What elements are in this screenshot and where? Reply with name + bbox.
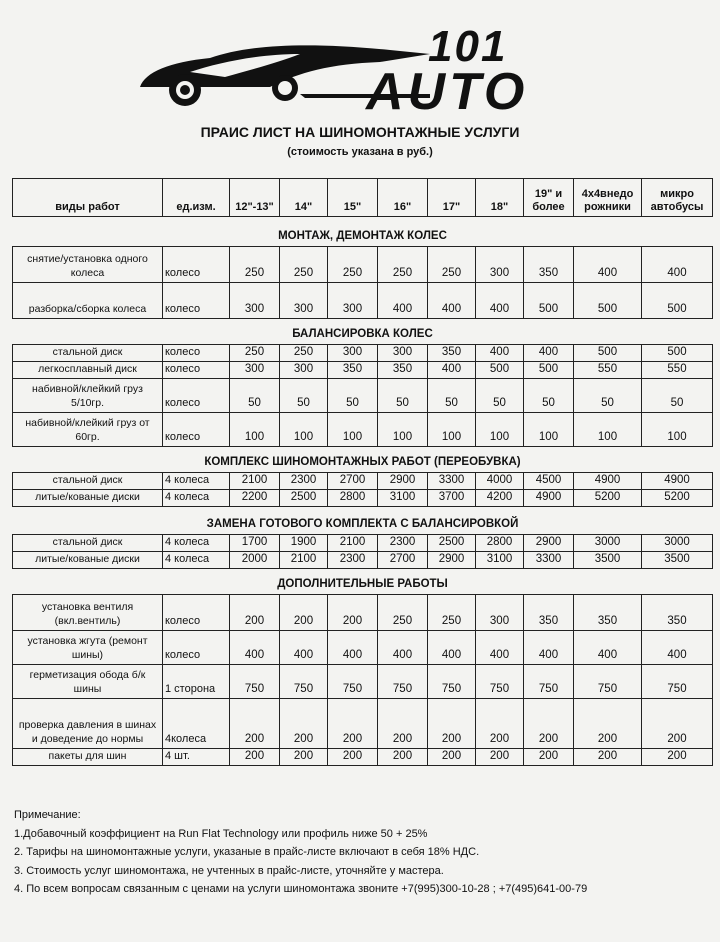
price-table xyxy=(12,178,713,766)
note-item: 2. Тарифы на шиномонтажные услуги, указаные в прайс-листе включают в себя 18% НДС. xyxy=(14,846,480,858)
logo-number: 101 xyxy=(428,22,508,71)
price-cell: 200 xyxy=(476,699,524,749)
table-row xyxy=(13,413,713,447)
price-cell: 100 xyxy=(574,413,642,447)
price-cell: 300 xyxy=(328,283,378,319)
price-cell: 200 xyxy=(230,749,280,766)
price-cell: 4500 xyxy=(524,473,574,490)
price-cell: 400 xyxy=(428,631,476,665)
price-cell: 50 xyxy=(428,379,476,413)
price-cell: 2800 xyxy=(328,490,378,507)
table-row xyxy=(13,473,713,490)
price-cell: 2700 xyxy=(328,473,378,490)
service-name: стальной диск xyxy=(13,345,163,362)
unit-cell: колесо xyxy=(163,362,230,379)
service-name: пакеты для шин xyxy=(13,749,163,766)
table-row xyxy=(13,490,713,507)
price-cell: 3500 xyxy=(642,552,713,569)
section-title: КОМПЛЕКС ШИНОМОНТАЖНЫХ РАБОТ (ПЕРЕОБУВКА) xyxy=(204,456,521,468)
section-title: ДОПОЛНИТЕЛЬНЫЕ РАБОТЫ xyxy=(277,578,448,590)
price-cell: 300 xyxy=(230,283,280,319)
service-name: литые/кованые диски xyxy=(13,552,163,569)
price-cell: 400 xyxy=(642,247,713,283)
logo-brand: AUTO xyxy=(366,63,529,121)
price-cell: 100 xyxy=(476,413,524,447)
price-cell: 2500 xyxy=(280,490,328,507)
table-row xyxy=(13,699,713,749)
header-cell: микро автобусы xyxy=(642,179,713,217)
price-cell: 750 xyxy=(428,665,476,699)
price-cell: 2100 xyxy=(230,473,280,490)
page-subtitle: (стоимость указана в руб.) xyxy=(287,146,433,158)
price-cell: 200 xyxy=(642,699,713,749)
price-cell: 200 xyxy=(642,749,713,766)
price-cell: 350 xyxy=(428,345,476,362)
service-name: набивной/клейкий груз 5/10гр. xyxy=(13,379,163,413)
header-cell: ед.изм. xyxy=(163,179,230,217)
price-cell: 50 xyxy=(574,379,642,413)
price-cell: 400 xyxy=(574,631,642,665)
unit-cell: колесо xyxy=(163,595,230,631)
price-cell: 100 xyxy=(328,413,378,447)
price-cell: 3000 xyxy=(574,535,642,552)
header-cell: 18" xyxy=(476,179,524,217)
price-cell: 250 xyxy=(378,595,428,631)
price-cell: 200 xyxy=(280,699,328,749)
price-cell: 2500 xyxy=(428,535,476,552)
price-cell: 400 xyxy=(378,283,428,319)
price-cell: 50 xyxy=(280,379,328,413)
price-cell: 2700 xyxy=(378,552,428,569)
table-row xyxy=(13,247,713,283)
section-title: БАЛАНСИРОВКА КОЛЕС xyxy=(292,328,433,340)
price-cell: 200 xyxy=(524,749,574,766)
service-name: снятие/установка одного колеса xyxy=(13,247,163,283)
price-cell: 4200 xyxy=(476,490,524,507)
price-cell: 400 xyxy=(428,283,476,319)
price-cell: 300 xyxy=(280,283,328,319)
price-cell: 750 xyxy=(328,665,378,699)
unit-cell: 4 колеса xyxy=(163,535,230,552)
unit-cell: колесо xyxy=(163,247,230,283)
price-cell: 250 xyxy=(280,345,328,362)
price-cell: 300 xyxy=(280,362,328,379)
price-cell: 2000 xyxy=(230,552,280,569)
table-row xyxy=(13,535,713,552)
notes xyxy=(14,806,714,899)
unit-cell: 4 колеса xyxy=(163,473,230,490)
price-cell: 400 xyxy=(378,631,428,665)
price-cell: 200 xyxy=(574,749,642,766)
price-cell: 200 xyxy=(378,749,428,766)
service-name: разборка/сборка колеса xyxy=(13,283,163,319)
unit-cell: 4 колеса xyxy=(163,490,230,507)
price-cell: 350 xyxy=(642,595,713,631)
price-cell: 5200 xyxy=(642,490,713,507)
price-cell: 100 xyxy=(230,413,280,447)
price-cell: 400 xyxy=(476,283,524,319)
price-cell: 3000 xyxy=(642,535,713,552)
price-cell: 350 xyxy=(574,595,642,631)
note-item: 1.Добавочный коэффициент на Run Flat Technology или профиль ниже 50 + 25% xyxy=(14,827,428,840)
service-name: легкосплавный диск xyxy=(13,362,163,379)
price-cell: 200 xyxy=(230,699,280,749)
note-item: 4. По всем вопросам связанным с ценами на услуги шиномонтажа звоните +7(995)300-10-28 ; +7(495)641-00-79 xyxy=(14,883,588,895)
section-header-row xyxy=(13,217,713,247)
price-cell: 3500 xyxy=(574,552,642,569)
price-cell: 250 xyxy=(230,247,280,283)
price-cell: 2100 xyxy=(280,552,328,569)
price-cell: 550 xyxy=(574,362,642,379)
price-cell: 350 xyxy=(524,595,574,631)
price-cell: 4900 xyxy=(642,473,713,490)
header-cell: 14" xyxy=(280,179,328,217)
price-cell: 100 xyxy=(524,413,574,447)
price-cell: 250 xyxy=(428,595,476,631)
table-row xyxy=(13,665,713,699)
price-cell: 400 xyxy=(476,345,524,362)
price-cell: 2100 xyxy=(328,535,378,552)
header-cell: 12"-13" xyxy=(230,179,280,217)
price-cell: 50 xyxy=(642,379,713,413)
price-cell: 4900 xyxy=(574,473,642,490)
price-cell: 200 xyxy=(280,595,328,631)
price-cell: 100 xyxy=(378,413,428,447)
section-header-row xyxy=(13,447,713,473)
price-cell: 2900 xyxy=(378,473,428,490)
header-cell: 4х4внедо рожники xyxy=(574,179,642,217)
price-cell: 200 xyxy=(378,699,428,749)
service-name: установка вентиля (вкл.вентиль) xyxy=(13,595,163,631)
header-cell: 15" xyxy=(328,179,378,217)
service-name: установка жгута (ремонт шины) xyxy=(13,631,163,665)
price-cell: 750 xyxy=(378,665,428,699)
note-item: 3. Стоимость услуг шиномонтажа, не учтенных в прайс-листе, уточняйте у мастера. xyxy=(14,864,444,877)
price-cell: 500 xyxy=(574,345,642,362)
unit-cell: колесо xyxy=(163,283,230,319)
table-row xyxy=(13,749,713,766)
price-cell: 1700 xyxy=(230,535,280,552)
price-cell: 2300 xyxy=(378,535,428,552)
price-cell: 50 xyxy=(230,379,280,413)
price-cell: 750 xyxy=(524,665,574,699)
price-cell: 200 xyxy=(428,699,476,749)
service-name: литые/кованые диски xyxy=(13,490,163,507)
service-name: герметизация обода б/к шины xyxy=(13,665,163,699)
price-cell: 300 xyxy=(476,595,524,631)
price-cell: 2300 xyxy=(328,552,378,569)
price-cell: 750 xyxy=(574,665,642,699)
service-name: набивной/клейкий груз от 60гр. xyxy=(13,413,163,447)
company-logo xyxy=(130,22,630,121)
header-cell: 19" и более xyxy=(524,179,574,217)
table-row xyxy=(13,345,713,362)
price-cell: 550 xyxy=(642,362,713,379)
price-cell: 500 xyxy=(642,345,713,362)
price-cell: 5200 xyxy=(574,490,642,507)
table-row xyxy=(13,283,713,319)
price-cell: 100 xyxy=(280,413,328,447)
price-cell: 200 xyxy=(328,699,378,749)
unit-cell: 4 шт. xyxy=(163,749,230,766)
price-cell: 50 xyxy=(378,379,428,413)
price-cell: 350 xyxy=(378,362,428,379)
service-name: стальной диск xyxy=(13,535,163,552)
price-cell: 250 xyxy=(378,247,428,283)
table-row xyxy=(13,362,713,379)
unit-cell: колесо xyxy=(163,345,230,362)
table-row xyxy=(13,552,713,569)
price-cell: 4000 xyxy=(476,473,524,490)
price-cell: 4900 xyxy=(524,490,574,507)
price-cell: 200 xyxy=(328,595,378,631)
price-cell: 400 xyxy=(524,631,574,665)
header-cell: 17" xyxy=(428,179,476,217)
price-cell: 350 xyxy=(328,362,378,379)
section-header-row xyxy=(13,319,713,345)
price-cell: 50 xyxy=(524,379,574,413)
unit-cell: 1 сторона xyxy=(163,665,230,699)
unit-cell: 4 колеса xyxy=(163,552,230,569)
section-header-row xyxy=(13,569,713,595)
price-cell: 300 xyxy=(328,345,378,362)
price-cell: 200 xyxy=(230,595,280,631)
price-cell: 400 xyxy=(642,631,713,665)
price-cell: 250 xyxy=(280,247,328,283)
price-cell: 500 xyxy=(524,283,574,319)
price-cell: 750 xyxy=(230,665,280,699)
price-cell: 750 xyxy=(642,665,713,699)
table-row xyxy=(13,595,713,631)
price-cell: 250 xyxy=(230,345,280,362)
unit-cell: колесо xyxy=(163,379,230,413)
price-cell: 750 xyxy=(280,665,328,699)
price-cell: 2200 xyxy=(230,490,280,507)
section-title: МОНТАЖ, ДЕМОНТАЖ КОЛЕС xyxy=(278,230,447,242)
service-name: стальной диск xyxy=(13,473,163,490)
price-cell: 250 xyxy=(428,247,476,283)
price-cell: 50 xyxy=(328,379,378,413)
page-title: ПРАИС ЛИСТ НА ШИНОМОНТАЖНЫЕ УСЛУГИ xyxy=(200,124,520,140)
price-cell: 300 xyxy=(378,345,428,362)
price-cell: 3100 xyxy=(378,490,428,507)
price-cell: 100 xyxy=(428,413,476,447)
price-cell: 300 xyxy=(230,362,280,379)
price-cell: 250 xyxy=(328,247,378,283)
table-row xyxy=(13,631,713,665)
price-cell: 500 xyxy=(476,362,524,379)
price-cell: 200 xyxy=(428,749,476,766)
price-cell: 500 xyxy=(524,362,574,379)
service-name: проверка давления в шинах и доведение до нормы xyxy=(13,699,163,749)
price-cell: 400 xyxy=(280,631,328,665)
price-cell: 500 xyxy=(574,283,642,319)
price-cell: 400 xyxy=(328,631,378,665)
price-cell: 200 xyxy=(280,749,328,766)
price-cell: 200 xyxy=(476,749,524,766)
table-header-row xyxy=(13,179,713,217)
unit-cell: 4колеса xyxy=(163,699,230,749)
price-cell: 3300 xyxy=(428,473,476,490)
price-cell: 3700 xyxy=(428,490,476,507)
price-cell: 200 xyxy=(574,699,642,749)
price-cell: 400 xyxy=(574,247,642,283)
price-cell: 200 xyxy=(328,749,378,766)
price-cell: 50 xyxy=(476,379,524,413)
price-cell: 2900 xyxy=(428,552,476,569)
price-cell: 3100 xyxy=(476,552,524,569)
price-cell: 500 xyxy=(642,283,713,319)
notes-heading: Примечание: xyxy=(14,809,81,821)
unit-cell: колесо xyxy=(163,631,230,665)
price-cell: 400 xyxy=(476,631,524,665)
section-header-row xyxy=(13,507,713,535)
price-cell: 2800 xyxy=(476,535,524,552)
header-cell: виды работ xyxy=(13,179,163,217)
table-row xyxy=(13,379,713,413)
price-cell: 100 xyxy=(642,413,713,447)
price-cell: 3300 xyxy=(524,552,574,569)
header-cell: 16" xyxy=(378,179,428,217)
price-cell: 400 xyxy=(524,345,574,362)
price-cell: 200 xyxy=(524,699,574,749)
price-cell: 400 xyxy=(428,362,476,379)
price-cell: 400 xyxy=(230,631,280,665)
price-cell: 300 xyxy=(476,247,524,283)
section-title: ЗАМЕНА ГОТОВОГО КОМПЛЕКТА С БАЛАНСИРОВКОЙ xyxy=(206,518,519,530)
price-cell: 750 xyxy=(476,665,524,699)
price-cell: 2300 xyxy=(280,473,328,490)
price-cell: 2900 xyxy=(524,535,574,552)
price-cell: 350 xyxy=(524,247,574,283)
price-cell: 1900 xyxy=(280,535,328,552)
unit-cell: колесо xyxy=(163,413,230,447)
